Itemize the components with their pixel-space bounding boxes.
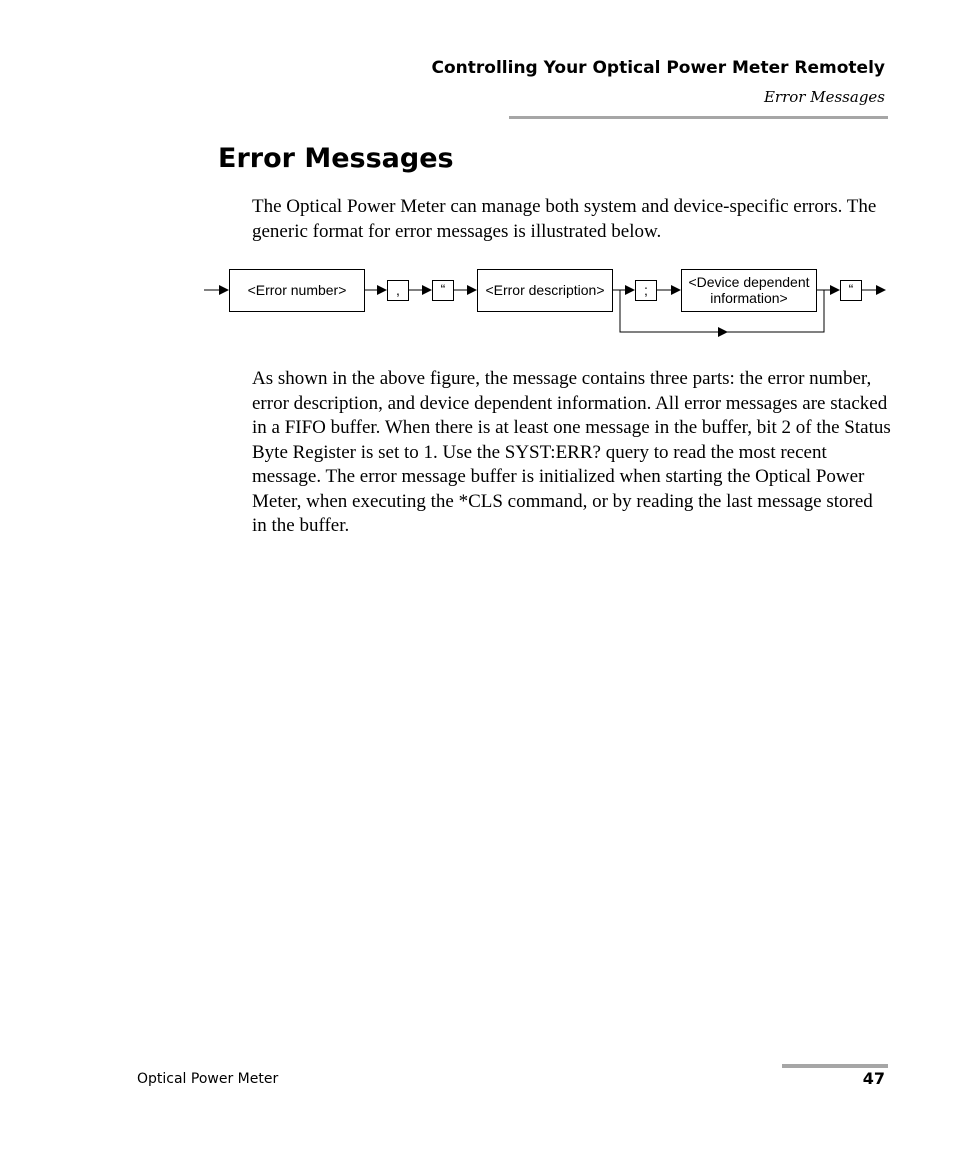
error-format-diagram [200,262,900,342]
section-title: Error Messages [218,143,454,174]
page-number: 47 [862,1069,885,1088]
header-rule [509,116,888,119]
bypass-arrowhead [718,327,728,337]
error-number-label: <Error number> [247,282,347,298]
device-info-label-line2: information> [710,290,788,306]
footer-product-name: Optical Power Meter [137,1071,279,1087]
comma-label: , [396,282,400,298]
error-description-label: <Error description> [485,282,605,298]
semicolon-label: ; [644,282,648,298]
close-quote-label: “ [848,281,854,297]
open-quote-label: “ [440,281,446,297]
footer-rule [782,1064,888,1068]
intro-paragraph: The Optical Power Meter can manage both system and device-specific errors. The generic format for error messages is illustrated below. [252,196,877,242]
running-header-title: Controlling Your Optical Power Meter Remotely [431,58,885,78]
body-paragraph: As shown in the above figure, the message contains three parts: the error number, error description, and device dependent information. All error messages are stacked in a FIFO buffer. When there is at least one message in the buffer, bit 2 of the Status Byte Register is set to 1. Use the SYST:ERR? query to read the most recent message. The error message buffer is initialized when starting the Optical Power Meter, when executing the *CLS command, or by reading the last message stored in the buffer. [252,368,891,536]
running-header-section: Error Messages [763,88,885,106]
device-info-label-line1: <Device dependent [688,274,810,290]
